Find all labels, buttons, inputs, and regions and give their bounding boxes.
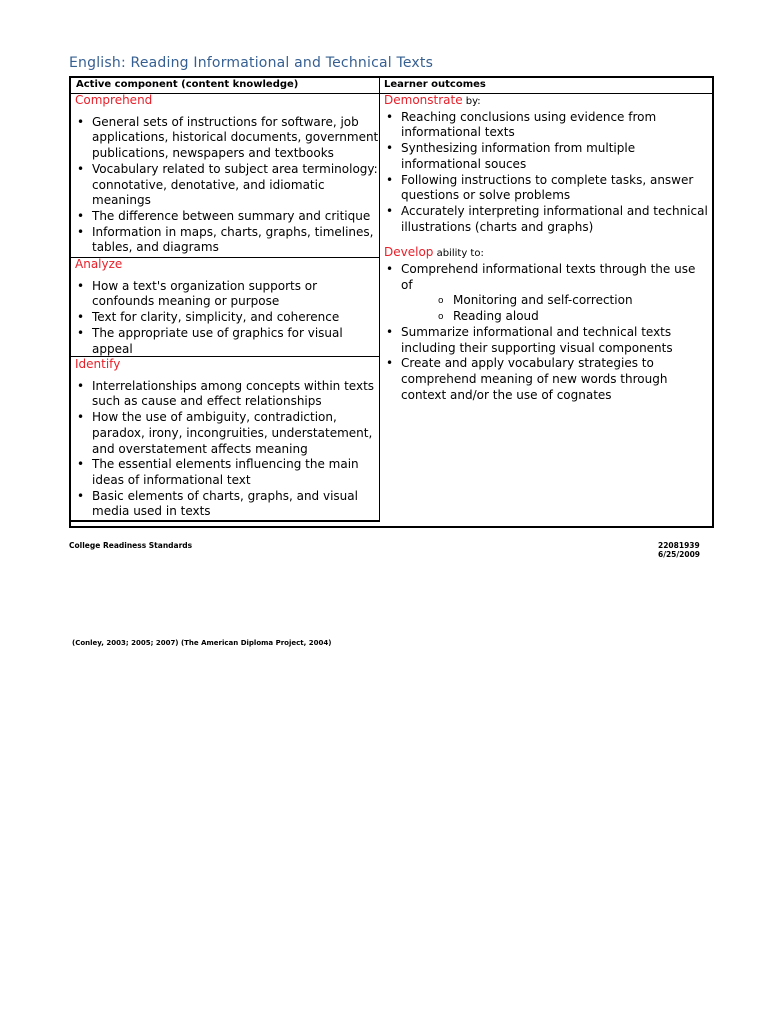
left-column-bottom (69, 520, 380, 522)
document-id: 22081939 (658, 541, 700, 550)
section-comprehend (75, 93, 380, 256)
list-item: • Summarize informational and technical texts including their supporting visual components (384, 325, 710, 356)
section-heading-develop (384, 245, 710, 262)
list-item: • Accurately interpreting informational and technical illustrations (charts and graphs) (384, 204, 710, 235)
section-identify (75, 357, 380, 520)
section-analyze (75, 257, 380, 357)
section-heading-comprehend: Comprehend (75, 93, 153, 107)
list-item: • Synthesizing information from multiple informational souces (384, 141, 710, 172)
document-date: 6/25/2009 (658, 550, 701, 559)
document-title: English: Reading Informational and Technical Texts (69, 55, 434, 71)
section-heading-demonstrate (384, 93, 710, 110)
list-item: • The appropriate use of graphics for visual appeal (75, 326, 380, 357)
demonstrate-label: Demonstrate (384, 93, 463, 107)
demonstrate-suffix: by: (462, 96, 481, 107)
develop-suffix: ability to: (433, 248, 484, 260)
footer-left-text: College Readiness Standards (69, 541, 193, 550)
section-heading-analyze: Analyze (75, 257, 123, 271)
sub-list-item: o Reading aloud (384, 309, 710, 325)
develop-label: Develop (384, 245, 434, 260)
list-item: • Vocabulary related to subject area terminology: connotative, denotative, and idiomatic meanings (75, 162, 380, 209)
list-item: • How the use of ambiguity, contradiction, paradox, irony, incongruities, understatement, and overstatement affects meaning (75, 410, 380, 457)
list-item: • Reaching conclusions using evidence from informational texts (384, 110, 710, 141)
list-item: • General sets of instructions for software, job applications, historical documents, government publications, newspapers and textbooks (75, 115, 380, 162)
list-item: • The essential elements influencing the main ideas of informational text (75, 457, 380, 488)
sub-list-item: o Monitoring and self-correction (384, 293, 710, 309)
section-heading-identify: Identify (75, 357, 121, 371)
list-item: • How a text's organization supports or confounds meaning or purpose (75, 279, 380, 310)
citation: (Conley, 2003; 2005; 2007) (The American Diploma Project, 2004) (72, 639, 332, 647)
list-item: • The difference between summary and critique (75, 209, 380, 225)
section-demonstrate (384, 93, 710, 403)
right-column-header: Learner outcomes (384, 79, 486, 90)
list-item: • Following instructions to complete tasks, answer questions or solve problems (384, 173, 710, 204)
list-item: • Comprehend informational texts through the use of (384, 262, 710, 293)
list-item: • Interrelationships among concepts within texts such as cause and effect relationships (75, 379, 380, 410)
list-item: • Text for clarity, simplicity, and coherence (75, 310, 380, 326)
list-item: • Create and apply vocabulary strategies to comprehend meaning of new words through context and/or the use of cognates (384, 356, 710, 403)
left-column-header: Active component (content knowledge) (76, 79, 299, 90)
list-item: • Basic elements of charts, graphs, and visual media used in texts (75, 489, 380, 520)
list-item: • Information in maps, charts, graphs, timelines, tables, and diagrams (75, 225, 380, 256)
